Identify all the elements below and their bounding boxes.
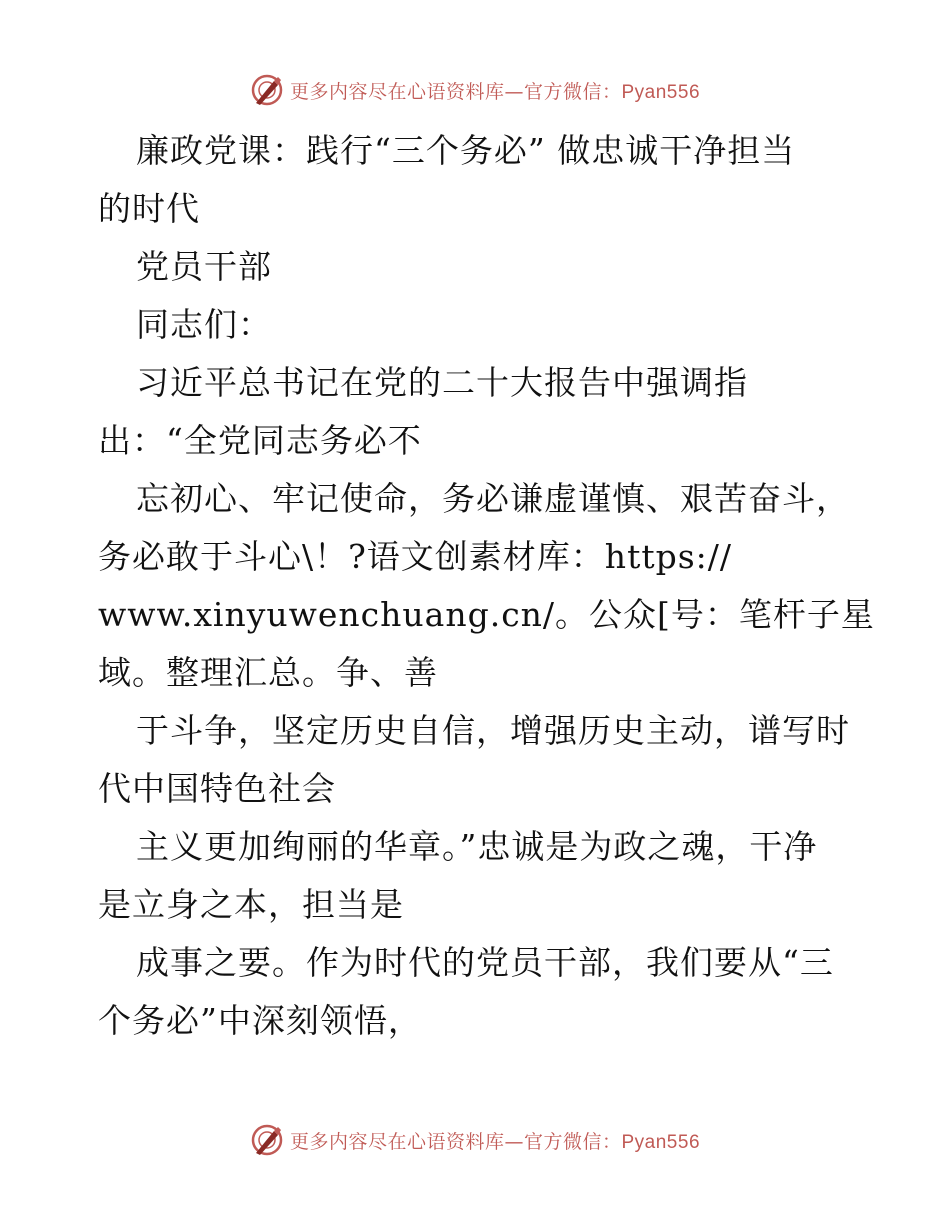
doc-paragraph-line: 忘初心、牢记使命，务必谦虚谨慎、艰苦奋斗， xyxy=(136,479,850,518)
doc-paragraph-line: 出：“全党同志务必不 xyxy=(98,421,422,460)
doc-title-line-1: 廉政党课：践行“三个务必” 做忠诚干净担当 xyxy=(136,131,796,170)
footer-banner xyxy=(0,1120,950,1160)
document-body xyxy=(98,122,878,1050)
banner-wechat-id: Pyan556 xyxy=(621,81,701,103)
banner-wechat-label: 官方微信： xyxy=(523,1130,622,1153)
doc-paragraph-line: 个务必”中深刻领悟， xyxy=(98,1001,422,1040)
banner-wechat-label: 官方微信： xyxy=(523,80,622,103)
doc-paragraph-line: www.xinyuwenchuang.cn/。公众[号：笔杆子星 xyxy=(98,595,875,634)
pen-logo-icon xyxy=(250,1123,284,1157)
banner-title: 更多内容尽在心语资料库 xyxy=(289,80,505,103)
banner-separator: — xyxy=(504,80,524,103)
doc-author: 党员干部 xyxy=(136,247,272,286)
doc-paragraph-line: 域。整理汇总。争、善 xyxy=(98,653,438,692)
doc-paragraph-line: 成事之要。作为时代的党员干部，我们要从“三 xyxy=(136,943,834,982)
doc-title-line-2: 的时代 xyxy=(98,189,200,228)
banner-title: 更多内容尽在心语资料库 xyxy=(289,1130,505,1153)
doc-paragraph-line: 习近平总书记在党的二十大报告中强调指 xyxy=(136,363,748,402)
doc-paragraph-line: 是立身之本，担当是 xyxy=(98,885,404,924)
doc-salutation: 同志们： xyxy=(136,305,272,344)
banner-separator: — xyxy=(504,1130,524,1153)
doc-paragraph-line: 主义更加绚丽的华章。”忠诚是为政之魂，干净 xyxy=(136,827,818,866)
doc-paragraph-line: 务必敢于斗心\！?语文创素材库：https:// xyxy=(98,537,733,576)
banner-wechat-id: Pyan556 xyxy=(621,1131,701,1153)
doc-paragraph-line: 代中国特色社会 xyxy=(98,769,336,808)
pen-logo-icon xyxy=(250,73,284,107)
doc-paragraph-line: 于斗争，坚定历史自信，增强历史主动，谱写时 xyxy=(136,711,850,750)
header-banner xyxy=(0,70,950,110)
